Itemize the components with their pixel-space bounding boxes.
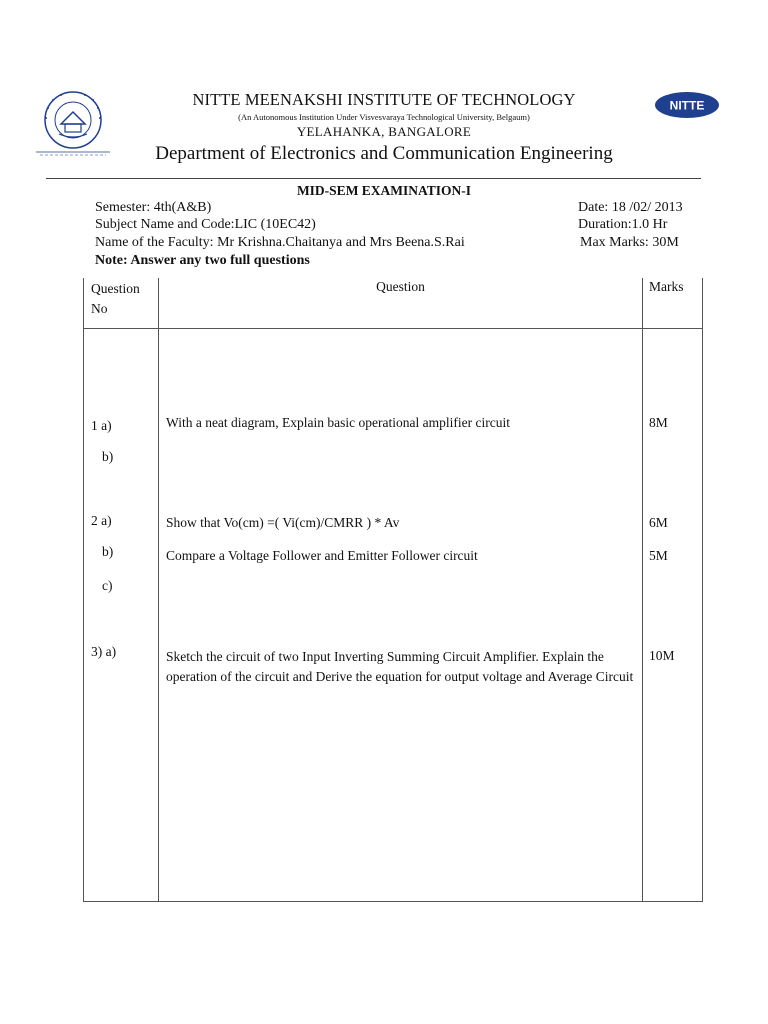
header-divider <box>46 178 701 179</box>
marks-2a: 6M <box>649 515 668 530</box>
faculty-text: Name of the Faculty: Mr Krishna.Chaitanya and Mrs Beena.S.Rai <box>95 235 465 250</box>
max-marks-text: Max Marks: 30M <box>580 235 679 250</box>
marks-column <box>643 329 703 902</box>
header-marks <box>643 278 703 329</box>
qno-3a: 3) a) <box>91 644 117 659</box>
semester-text: Semester: 4th(A&B) <box>95 200 212 215</box>
question-number-column <box>84 329 159 902</box>
header-marks-label: Marks <box>649 279 684 294</box>
header-question <box>159 278 643 329</box>
exam-title: MID-SEM EXAMINATION-I <box>296 183 472 198</box>
header-no-line2: No <box>91 301 108 316</box>
question-text-column <box>159 329 643 902</box>
location-text: YELAHANKA, BANGALORE <box>296 124 472 139</box>
qno-1a: 1 a) <box>91 418 112 433</box>
marks-2b: 5M <box>649 548 668 563</box>
date-text: Date: 18 /02/ 2013 <box>578 200 683 215</box>
qno-2c: c) <box>102 578 113 593</box>
question-table <box>83 278 703 902</box>
question-1a: With a neat diagram, Explain basic operational amplifier circuit <box>166 415 510 430</box>
header-question-label: Question <box>376 279 425 294</box>
department-title: Department of Electronics and Communication Engineering <box>155 143 613 164</box>
subject-text: Subject Name and Code:LIC (10EC42) <box>95 217 316 232</box>
instruction-note: Note: Answer any two full questions <box>95 253 310 268</box>
table-header-row <box>84 278 703 329</box>
header-no-line1: Question <box>91 281 140 296</box>
table-row <box>84 329 703 902</box>
header-question-no <box>84 278 159 329</box>
qno-2a: 2 a) <box>91 513 112 528</box>
qno-2b: b) <box>102 544 114 559</box>
affiliation-text: (An Autonomous Institution Under Visvesvaraya Technological University, Belgaum) <box>238 112 530 122</box>
duration-text: Duration:1.0 Hr <box>578 217 668 232</box>
nitte-logo-text: NITTE <box>669 98 705 113</box>
institute-name: NITTE MEENAKSHI INSTITUTE OF TECHNOLOGY <box>192 90 576 109</box>
question-3a: Sketch the circuit of two Input Inverting Summing Circuit Amplifier. Explain the operation of the circuit and Derive the equation for output voltage and Average Circuit <box>166 649 634 684</box>
marks-3a: 10M <box>649 648 675 663</box>
question-2b: Compare a Voltage Follower and Emitter Follower circuit <box>166 548 478 563</box>
question-2a: Show that Vo(cm) =( Vi(cm)/CMRR ) * Av <box>166 515 400 530</box>
marks-1a: 8M <box>649 415 668 430</box>
qno-1b: b) <box>102 449 114 464</box>
